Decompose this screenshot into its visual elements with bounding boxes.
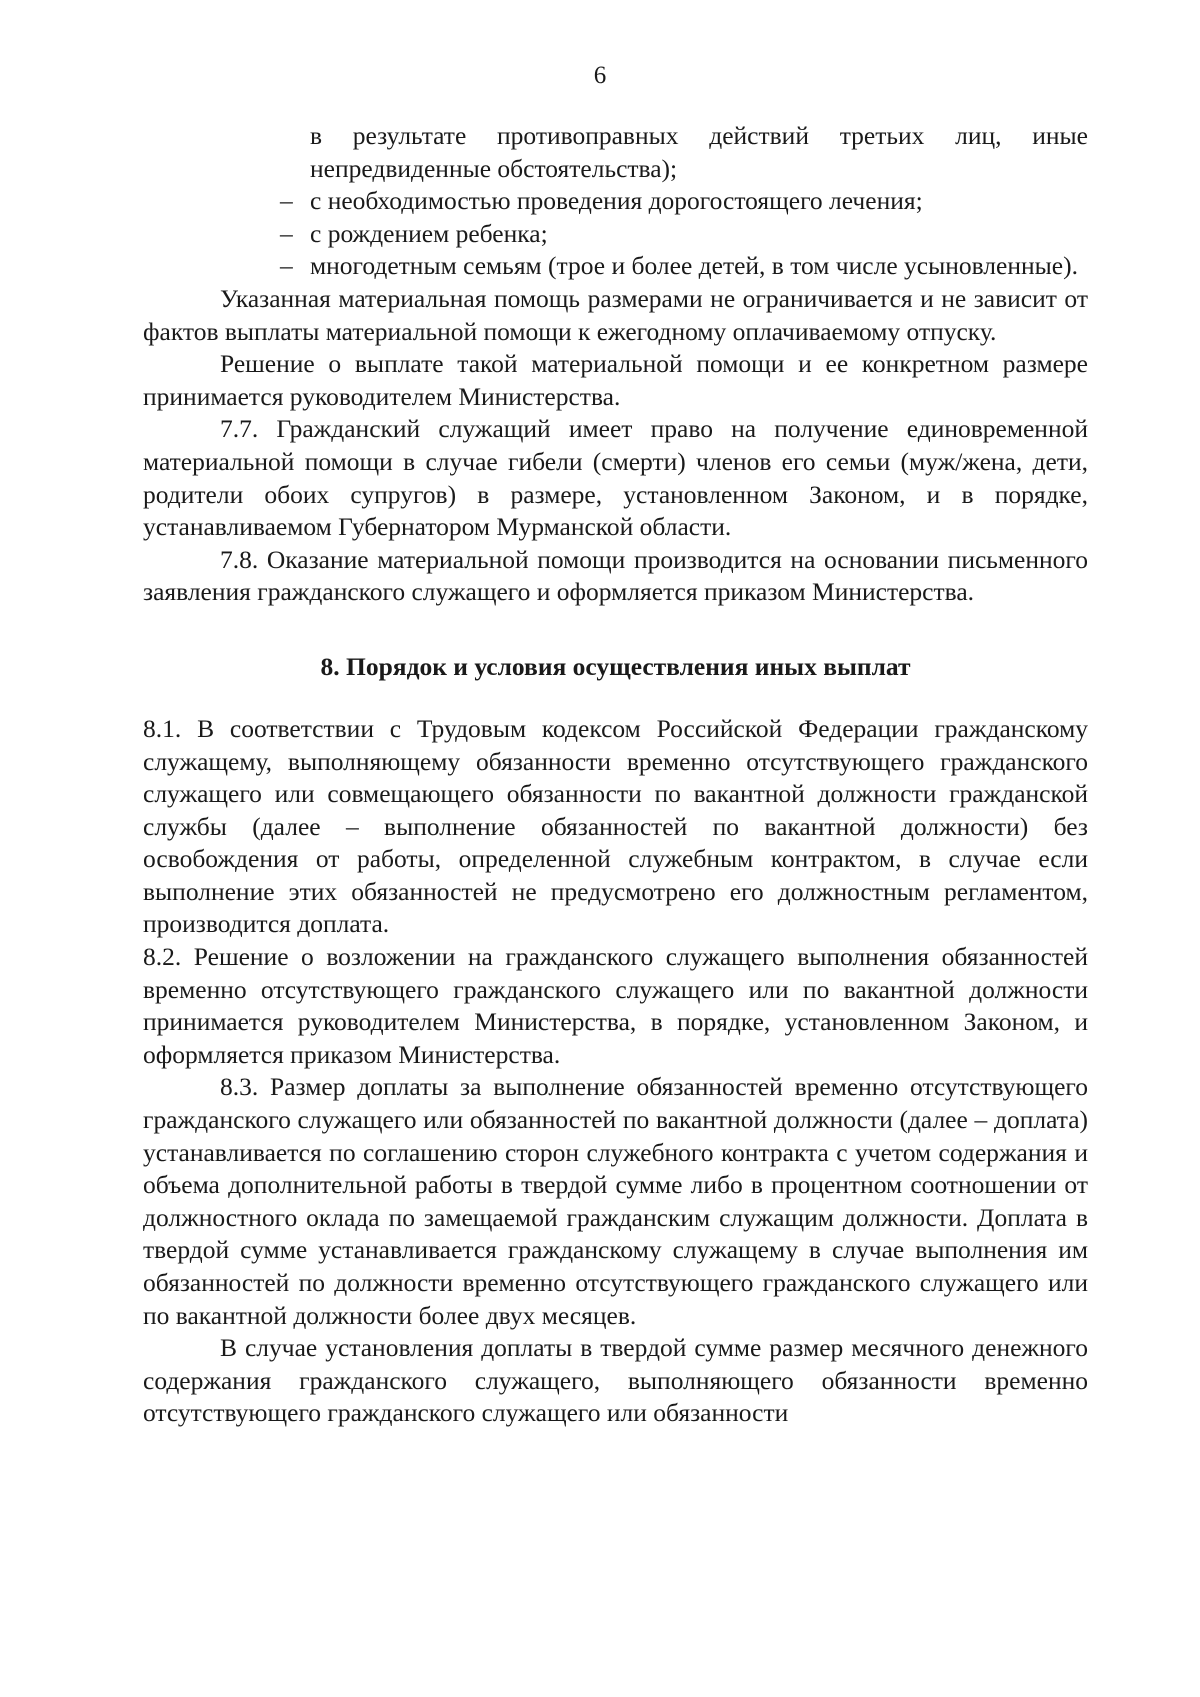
continuation-text: в результате противоправных действий третьих лиц, иные непредвиденные обстоятельства); — [310, 121, 1088, 183]
list-item-text: с необходимостью проведения дорогостоящего лечения; — [310, 186, 923, 216]
dash-bullet-icon: – — [280, 251, 293, 281]
paragraph-7-8: 7.8. Оказание материальной помощи производится на основании письменного заявления гражданского служащего и оформляется приказом Министерства. — [143, 544, 1088, 607]
list-item-text: с рождением ребенка; — [310, 218, 548, 248]
page-number: 6 — [593, 62, 607, 89]
paragraph: В случае установления доплаты в твердой сумме размер месячного денежного содержания гражданского служащего, выполняющего обязанности временно отсутствующего гражданского служащего или обязанности — [143, 1333, 1088, 1428]
paragraph-8-3: 8.3. Размер доплаты за выполнение обязанностей временно отсутствующего гражданского служащего или обязанностей по вакантной должности (далее – доплата) устанавливается по соглашению сторон служебного контракта с учетом содержания и объема дополнительной работы в твердой сумме либо в процентном соотношении от должностного оклада по замещаемой гражданским служащим должности. Доплата в твердой сумме устанавливается гражданскому служащему в случае выполнения им обязанностей по должности временно отсутствующего гражданского служащего или по вакантной должности более двух месяцев. — [143, 1072, 1088, 1330]
dash-list — [143, 185, 1088, 283]
dash-bullet-icon: – — [280, 218, 293, 248]
list-item — [280, 218, 1088, 251]
paragraph: Решение о выплате такой материальной помощи и ее конкретном размере принимается руководителем Министерства. — [143, 349, 1088, 411]
list-item-text: многодетным семьям (трое и более детей, в том числе усыновленные). — [310, 251, 1078, 281]
list-item — [280, 185, 1088, 218]
paragraph-8-1: 8.1. В соответствии с Трудовым кодексом Российской Федерации гражданскому служащему, выполняющему обязанности временно отсутствующего гражданского служащего или совмещающего обязанности по вакантной должности гражданской службы (далее – выполнение обязанностей по вакантной должности) без освобождения от работы, определенной служебным контрактом, в случае если выполнение этих обязанностей не предусмотрено его должностным регламентом, производится доплата. — [143, 713, 1088, 939]
paragraph-8-2: 8.2. Решение о возложении на гражданского служащего выполнения обязанностей временно отсутствующего гражданского служащего или по вакантной должности принимается руководителем Министерства, в порядке, установленном Законом, и оформляется приказом Министерства. — [143, 942, 1088, 1069]
paragraph: Указанная материальная помощь размерами не ограничивается и не зависит от фактов выплаты материальной помощи к ежегодному оплачиваемому отпуску. — [143, 283, 1088, 346]
section-heading: 8. Порядок и условия осуществления иных выплат — [320, 651, 911, 681]
list-item — [280, 250, 1088, 283]
document-body — [143, 120, 1088, 1430]
dash-bullet-icon: – — [280, 186, 293, 216]
paragraph-7-7: 7.7. Гражданский служащий имеет право на получение единовременной материальной помощи в случае гибели (смерти) членов его семьи (муж/жена, дети, родители обоих супругов) в размере, установленном Законом, и в порядке, устанавливаемом Губернатором Мурманской области. — [143, 414, 1088, 542]
